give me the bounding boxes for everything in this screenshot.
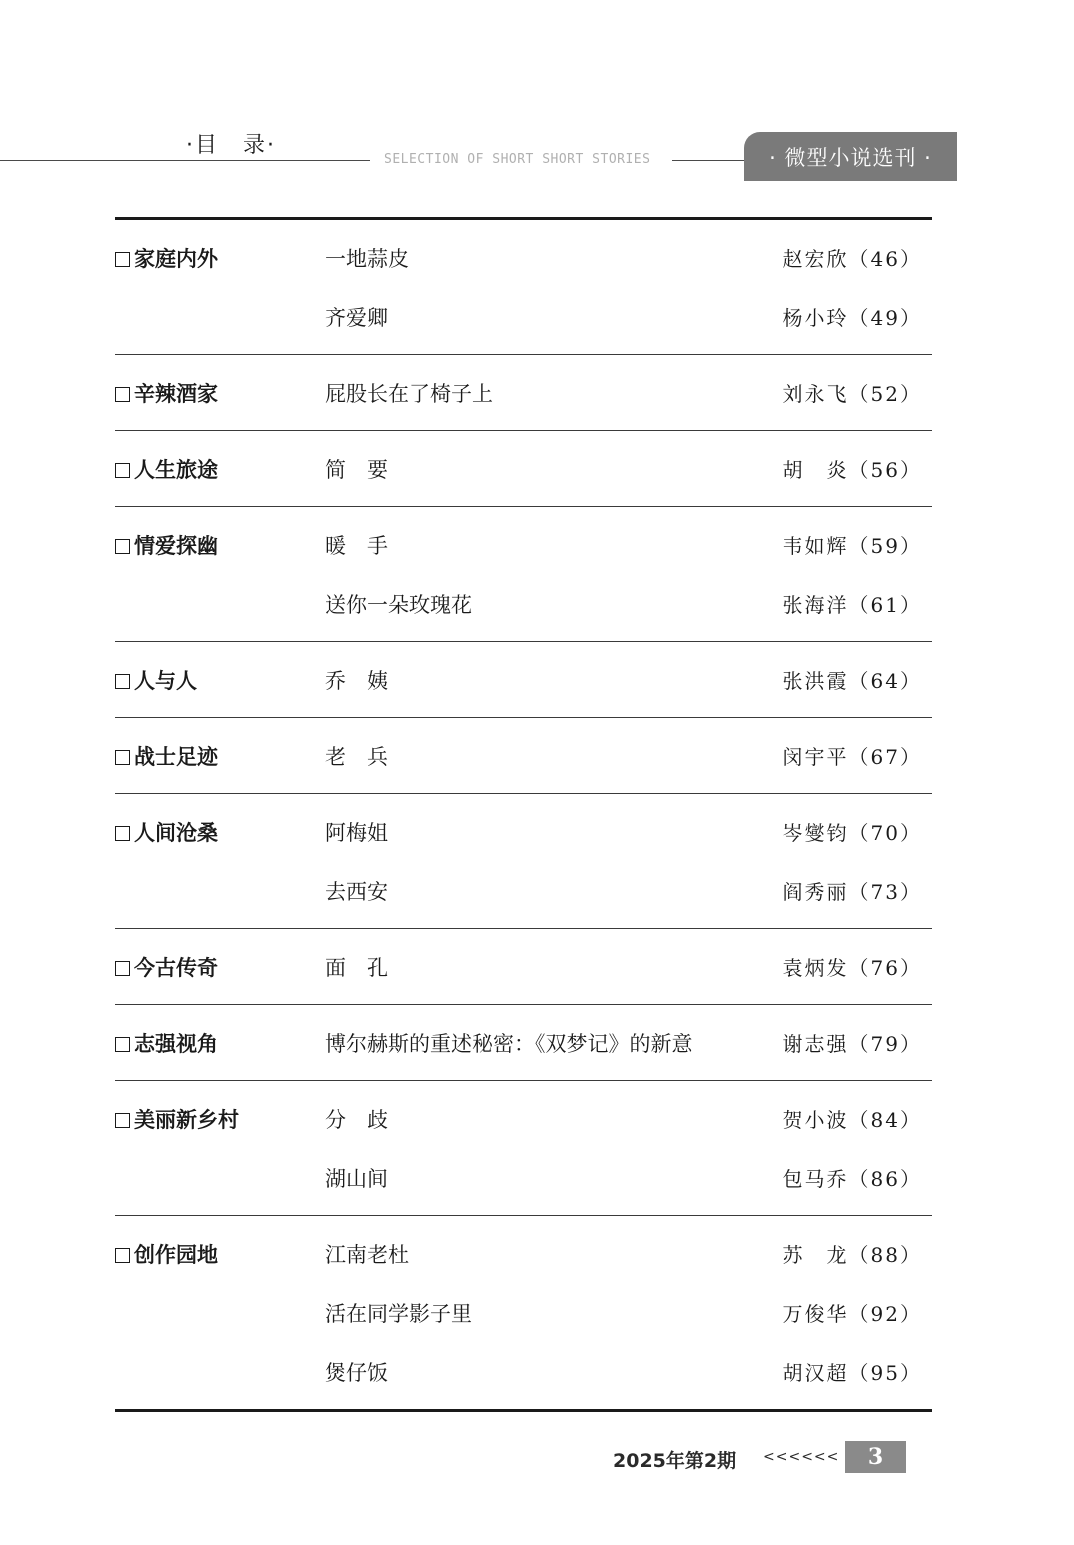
- magazine-name-tab: · 微型小说选刊 ·: [744, 132, 957, 181]
- toc-entry[interactable]: [115, 1224, 932, 1283]
- square-bullet-icon: [115, 750, 130, 765]
- category-label: 辛辣酒家: [134, 381, 218, 406]
- toc-section: [115, 794, 932, 929]
- story-title: 湖山间: [325, 1166, 388, 1191]
- story-title: 江南老杜: [325, 1242, 409, 1267]
- story-title: 活在同学影子里: [325, 1301, 472, 1326]
- author-page: 杨小玲（49）: [782, 306, 922, 330]
- category-label: 人生旅途: [134, 457, 218, 482]
- table-of-contents: [115, 217, 932, 1412]
- category-label: 美丽新乡村: [134, 1107, 239, 1132]
- author-page: 苏 龙（88）: [782, 1243, 922, 1267]
- toc-section: [115, 507, 932, 642]
- category-label: 人与人: [134, 668, 197, 693]
- toc-section: [115, 1005, 932, 1081]
- contents-heading: ·目 录·: [186, 133, 276, 158]
- section-category: [115, 952, 218, 982]
- story-title: 一地蒜皮: [325, 246, 409, 271]
- toc-entry[interactable]: [115, 1013, 932, 1072]
- toc-entry[interactable]: [115, 802, 932, 861]
- square-bullet-icon: [115, 1113, 130, 1128]
- story-title: 博尔赫斯的重述秘密：《双梦记》的新意: [325, 1031, 693, 1056]
- section-category: [115, 817, 218, 847]
- category-label: 人间沧桑: [134, 820, 218, 845]
- page-number: 3: [845, 1441, 906, 1473]
- author-page: 包马乔（86）: [782, 1167, 922, 1191]
- author-page: 贺小波（84）: [782, 1108, 922, 1132]
- toc-section: [115, 1216, 932, 1409]
- toc-entry[interactable]: [115, 574, 932, 633]
- author-page: 张洪霞（64）: [782, 669, 922, 693]
- story-title: 齐爱卿: [325, 305, 388, 330]
- toc-entry[interactable]: [115, 1342, 932, 1401]
- toc-entry[interactable]: [115, 650, 932, 709]
- toc-entry[interactable]: [115, 1283, 932, 1342]
- square-bullet-icon: [115, 1037, 130, 1052]
- section-category: [115, 1104, 239, 1134]
- section-category: [115, 1028, 218, 1058]
- toc-entry[interactable]: [115, 726, 932, 785]
- category-label: 情爱探幽: [134, 533, 218, 558]
- section-category: [115, 378, 218, 408]
- square-bullet-icon: [115, 463, 130, 478]
- story-title: 暖 手: [325, 533, 388, 558]
- toc-entry[interactable]: [115, 439, 932, 498]
- square-bullet-icon: [115, 1248, 130, 1263]
- section-category: [115, 665, 197, 695]
- story-title: 送你一朵玫瑰花: [325, 592, 472, 617]
- author-page: 谢志强（79）: [782, 1032, 922, 1056]
- category-label: 志强视角: [134, 1031, 218, 1056]
- author-page: 岑燮钧（70）: [782, 821, 922, 845]
- square-bullet-icon: [115, 252, 130, 267]
- toc-entry[interactable]: [115, 937, 932, 996]
- toc-entry[interactable]: [115, 1148, 932, 1207]
- arrows-decoration: <<<<<<: [763, 1449, 840, 1465]
- author-page: 赵宏欣（46）: [782, 247, 922, 271]
- section-category: [115, 1239, 218, 1269]
- english-subtitle: SELECTION OF SHORT SHORT STORIES: [384, 152, 651, 167]
- section-category: [115, 741, 218, 771]
- author-page: 袁炳发（76）: [782, 956, 922, 980]
- header-rule-left: [0, 160, 370, 161]
- square-bullet-icon: [115, 826, 130, 841]
- toc-entry[interactable]: [115, 228, 932, 287]
- toc-section: [115, 642, 932, 718]
- story-title: 屁股长在了椅子上: [325, 381, 493, 406]
- toc-entry[interactable]: [115, 287, 932, 346]
- story-title: 老 兵: [325, 744, 388, 769]
- toc-entry[interactable]: [115, 1089, 932, 1148]
- toc-section: [115, 355, 932, 431]
- toc-section: [115, 718, 932, 794]
- toc-entry[interactable]: [115, 363, 932, 422]
- section-category: [115, 530, 218, 560]
- story-title: 面 孔: [325, 955, 388, 980]
- story-title: 煲仔饭: [325, 1360, 388, 1385]
- author-page: 胡汉超（95）: [782, 1361, 922, 1385]
- category-label: 家庭内外: [134, 246, 218, 271]
- author-page: 万俊华（92）: [782, 1302, 922, 1326]
- author-page: 阎秀丽（73）: [782, 880, 922, 904]
- toc-section: [115, 220, 932, 355]
- issue-label: 2025年第2期: [613, 1450, 737, 1472]
- category-label: 创作园地: [134, 1242, 218, 1267]
- toc-section: [115, 929, 932, 1005]
- story-title: 简 要: [325, 457, 388, 482]
- category-label: 今古传奇: [134, 955, 218, 980]
- toc-entry[interactable]: [115, 861, 932, 920]
- author-page: 张海洋（61）: [782, 593, 922, 617]
- square-bullet-icon: [115, 539, 130, 554]
- toc-section: [115, 431, 932, 507]
- author-page: 闵宇平（67）: [782, 745, 922, 769]
- story-title: 分 歧: [325, 1107, 388, 1132]
- category-label: 战士足迹: [134, 744, 218, 769]
- story-title: 阿梅姐: [325, 820, 388, 845]
- story-title: 去西安: [325, 879, 388, 904]
- section-category: [115, 243, 218, 273]
- square-bullet-icon: [115, 961, 130, 976]
- toc-section: [115, 1081, 932, 1216]
- author-page: 韦如辉（59）: [782, 534, 922, 558]
- author-page: 胡 炎（56）: [782, 458, 922, 482]
- author-page: 刘永飞（52）: [782, 382, 922, 406]
- toc-entry[interactable]: [115, 515, 932, 574]
- story-title: 乔 姨: [325, 668, 388, 693]
- section-category: [115, 454, 218, 484]
- square-bullet-icon: [115, 674, 130, 689]
- square-bullet-icon: [115, 387, 130, 402]
